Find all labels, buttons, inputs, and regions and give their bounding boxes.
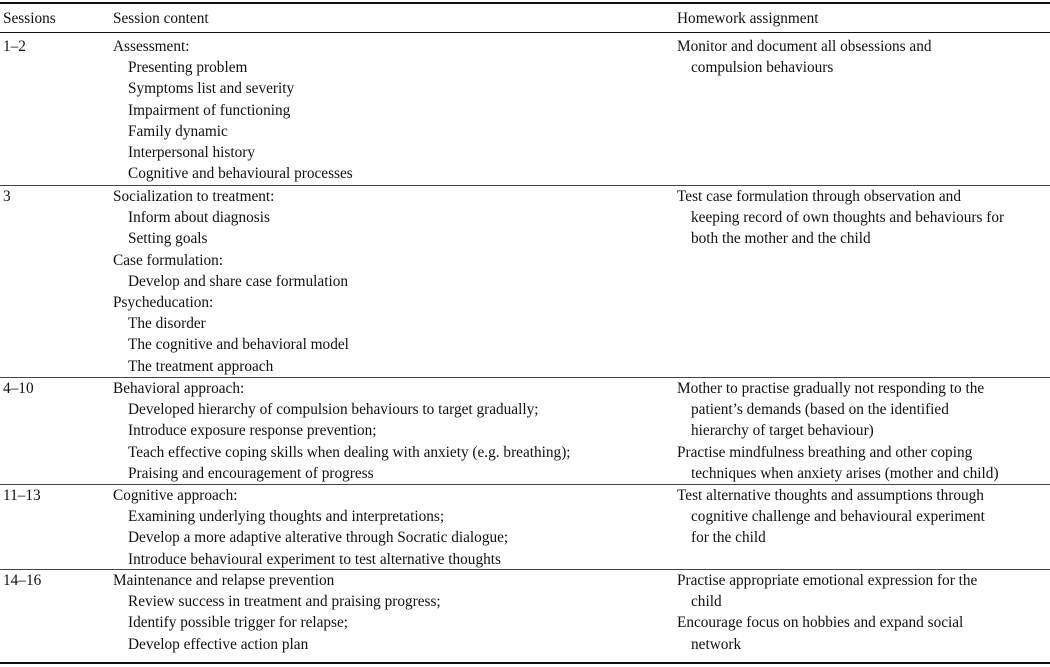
content-item: Symptoms list and severity — [128, 80, 295, 98]
session-range: 14–16 — [3, 572, 42, 589]
content-heading: Assessment: — [113, 38, 190, 55]
session-range: 4–10 — [3, 380, 34, 397]
homework-entry — [677, 36, 932, 78]
content-heading: Case formulation: — [113, 251, 224, 269]
table-bottom-rule — [0, 662, 1050, 664]
content-item: Praising and encouragement of progress — [128, 464, 374, 482]
content-heading: Socialization to treatment: — [113, 188, 275, 205]
homework-line: child — [691, 593, 722, 611]
session-range: 11–13 — [3, 487, 41, 504]
content-heading: Maintenance and relapse prevention — [113, 572, 335, 589]
session-content — [113, 378, 571, 484]
content-item: Introduce exposure response prevention; — [128, 422, 377, 440]
homework-entry — [677, 186, 1004, 250]
session-content — [113, 186, 349, 377]
content-item: Cognitive and behavioural processes — [128, 165, 353, 183]
session-content — [113, 570, 441, 655]
content-heading: Behavioral approach: — [113, 380, 245, 397]
homework-line: Monitor and document all obsessions and — [677, 38, 932, 55]
content-item: Family dynamic — [128, 122, 228, 140]
content-item: Identify possible trigger for relapse; — [128, 614, 349, 632]
session-content — [113, 36, 353, 184]
content-item: Examining underlying thoughts and interpretations; — [128, 508, 445, 526]
homework-line: hierarchy of target behaviour) — [691, 422, 874, 440]
header-homework: Homework assignment — [677, 10, 819, 27]
homework-line: both the mother and the child — [691, 230, 871, 248]
homework-assignment — [677, 485, 985, 549]
homework-entry — [677, 570, 977, 612]
session-range: 3 — [3, 188, 11, 205]
content-item: Inform about diagnosis — [128, 209, 270, 227]
homework-entry — [677, 612, 977, 654]
table-header-rule — [0, 32, 1050, 33]
homework-line: Mother to practise gradually not responding to the — [677, 380, 985, 397]
header-session-content: Session content — [113, 10, 209, 27]
content-item: Review success in treatment and praising progress; — [128, 593, 441, 611]
homework-entry — [677, 485, 985, 549]
homework-assignment — [677, 378, 999, 484]
homework-line: Encourage focus on hobbies and expand social — [677, 614, 964, 632]
content-item: Impairment of functioning — [128, 101, 291, 119]
header-sessions: Sessions — [3, 10, 56, 27]
content-item: Develop a more adaptive alterative through Socratic dialogue; — [128, 529, 509, 547]
row-divider — [0, 569, 1050, 570]
homework-line: Practise appropriate emotional expression for the — [677, 572, 978, 589]
homework-line: Practise mindfulness breathing and other coping — [677, 443, 973, 461]
homework-line: compulsion behaviours — [691, 59, 834, 77]
row-divider — [0, 377, 1050, 378]
homework-line: techniques when anxiety arises (mother and child) — [691, 464, 999, 482]
content-item: Develop and share case formulation — [128, 272, 349, 290]
homework-line: Test case formulation through observation and — [677, 188, 961, 205]
row-divider — [0, 484, 1050, 485]
content-heading: Psycheducation: — [113, 293, 214, 311]
homework-line: patient’s demands (based on the identified — [691, 401, 949, 419]
content-item: Presenting problem — [128, 59, 248, 77]
homework-entry — [677, 378, 999, 442]
table-top-rule — [0, 2, 1050, 4]
homework-line: cognitive challenge and behavioural experiment — [691, 508, 985, 526]
homework-assignment — [677, 186, 1004, 250]
content-item: Teach effective coping skills when dealing with anxiety (e.g. breathing); — [128, 443, 571, 461]
homework-entry — [677, 442, 999, 484]
content-item: Develop effective action plan — [128, 635, 309, 653]
homework-assignment — [677, 570, 977, 655]
homework-line: network — [691, 635, 742, 653]
content-heading: Cognitive approach: — [113, 487, 238, 504]
row-divider — [0, 185, 1050, 186]
content-item: Interpersonal history — [128, 143, 256, 161]
homework-assignment — [677, 36, 932, 78]
homework-line: Test alternative thoughts and assumptions through — [677, 487, 984, 504]
homework-line: keeping record of own thoughts and behaviours for — [691, 209, 1005, 227]
homework-line: for the child — [691, 529, 766, 547]
content-item: Developed hierarchy of compulsion behaviours to target gradually; — [128, 401, 539, 419]
content-item: The treatment approach — [128, 357, 274, 375]
content-item: Setting goals — [128, 230, 208, 248]
session-content — [113, 485, 508, 570]
content-item: Introduce behavioural experiment to test alternative thoughts — [128, 550, 501, 568]
content-item: The cognitive and behavioral model — [128, 336, 349, 354]
session-range: 1–2 — [3, 38, 26, 55]
content-item: The disorder — [128, 315, 206, 333]
